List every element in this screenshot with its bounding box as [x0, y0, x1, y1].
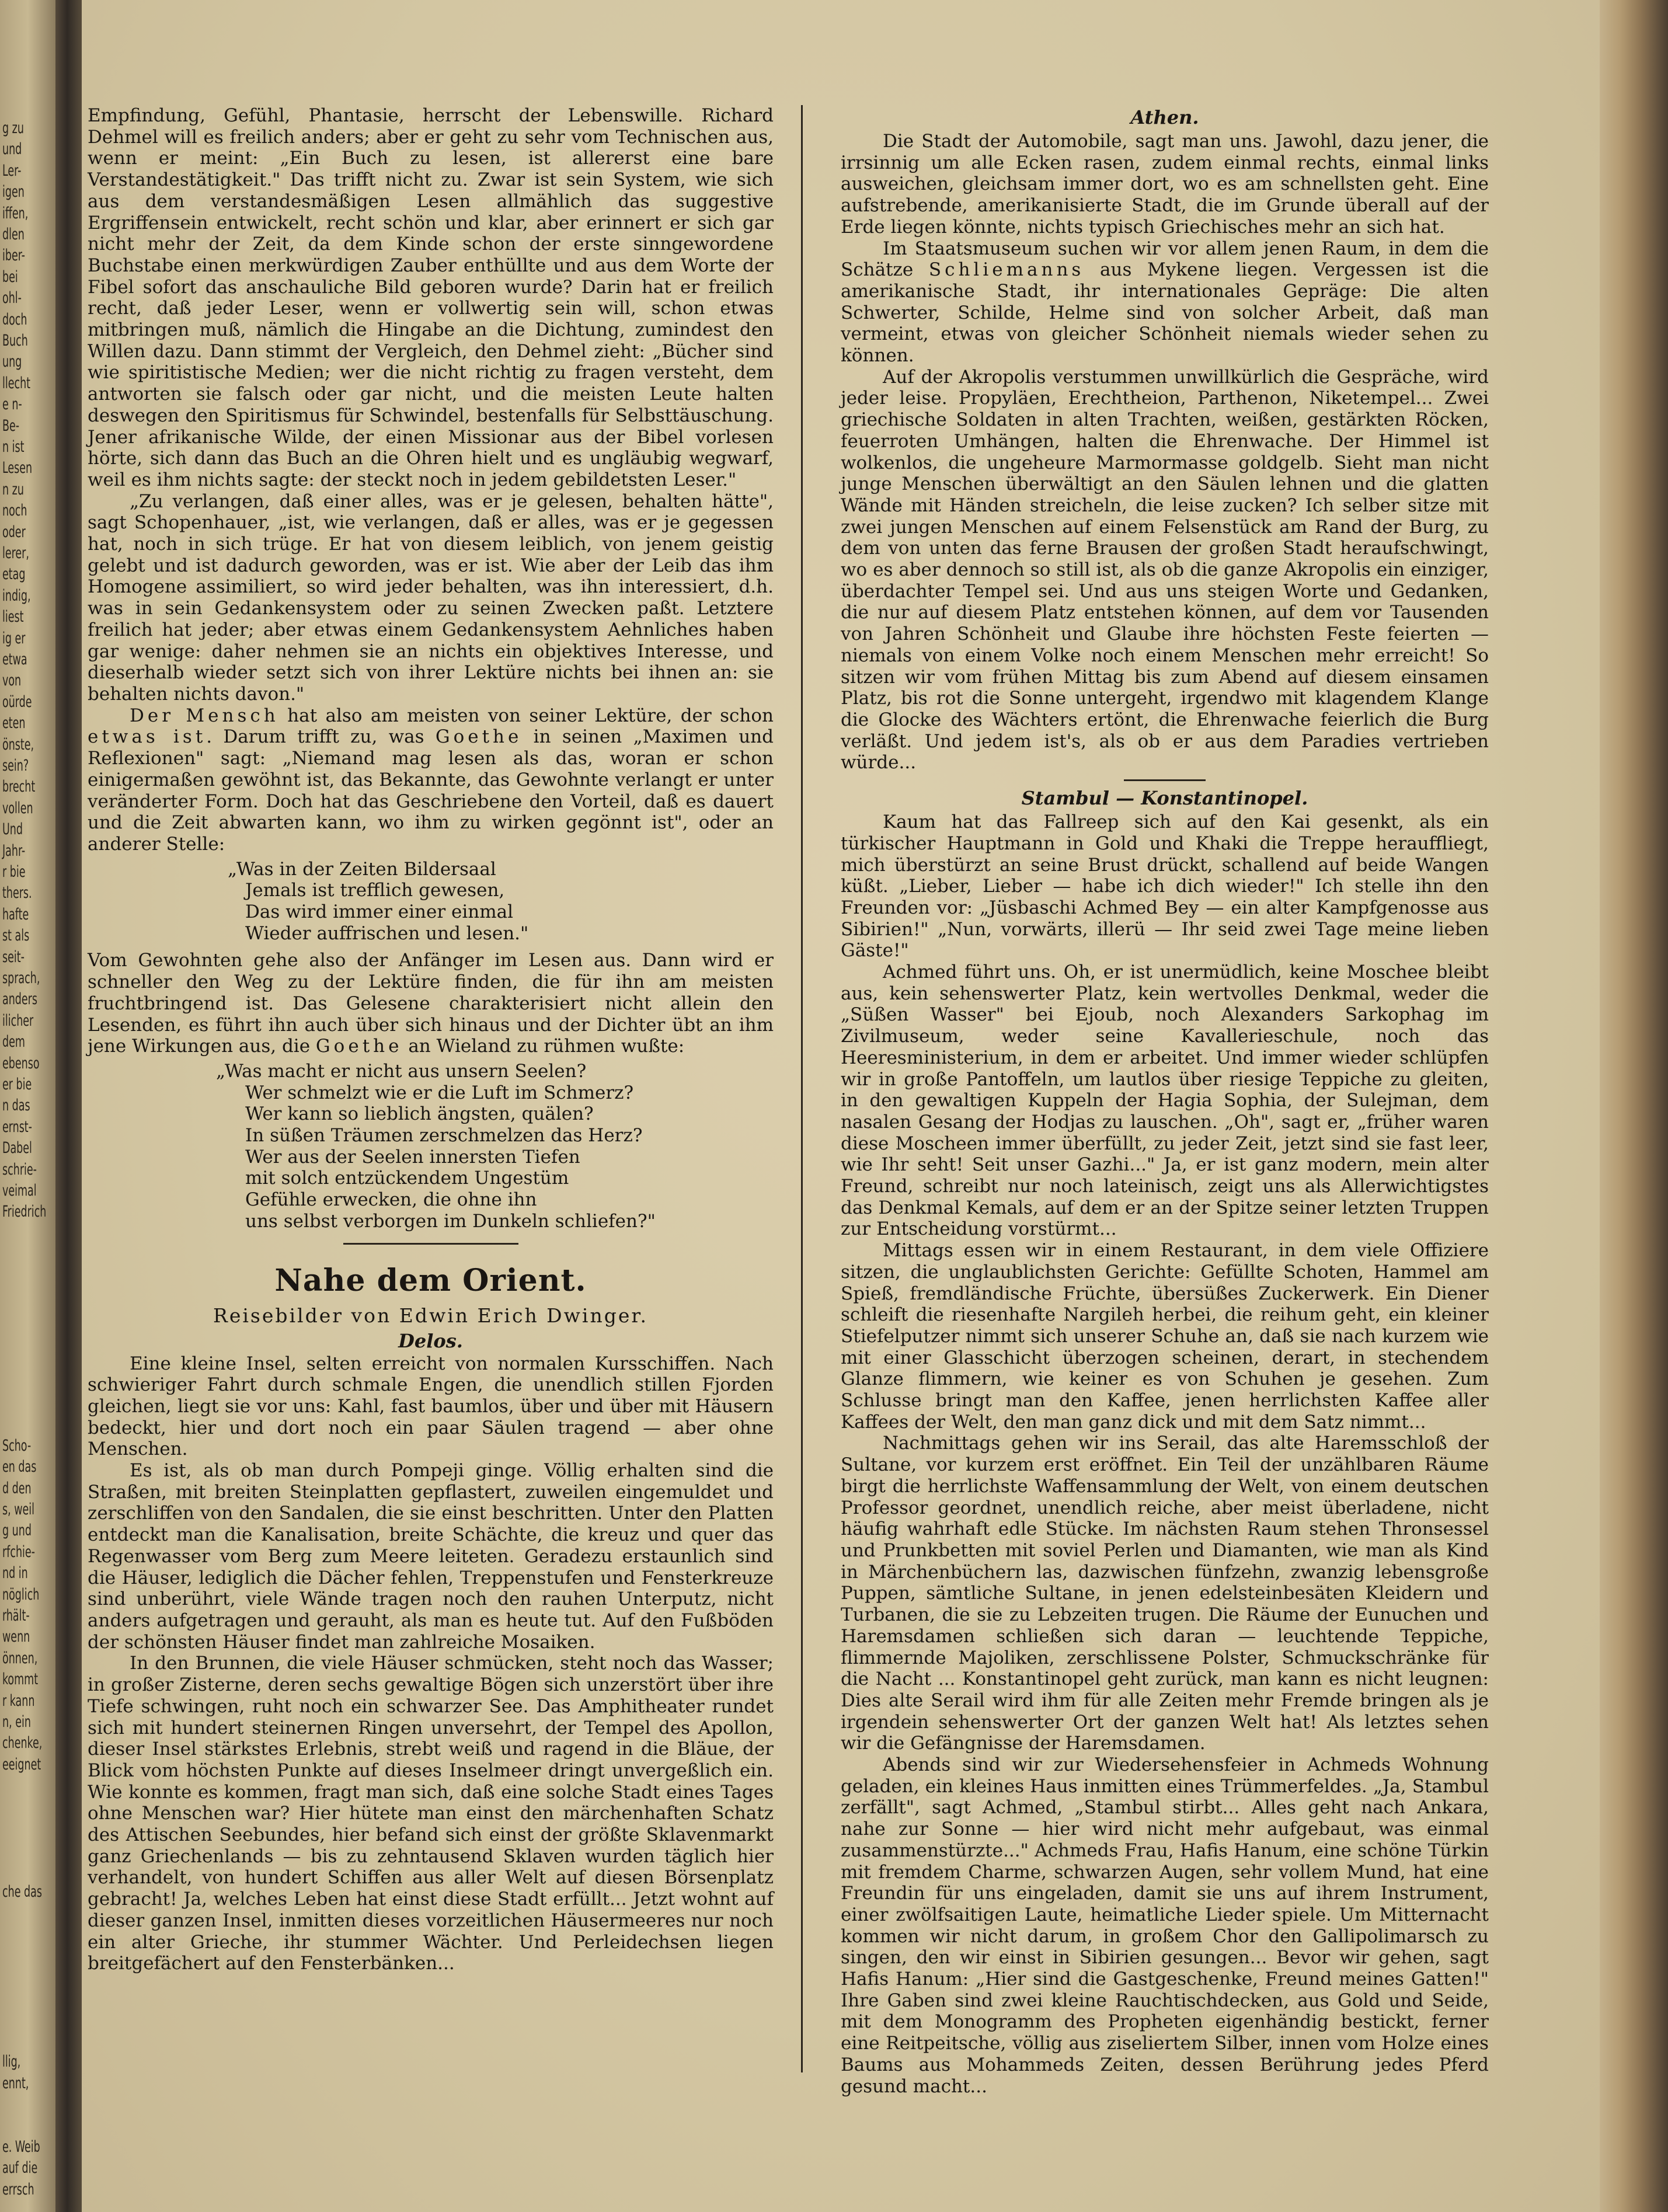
margin-fragment: veimal	[2, 1182, 37, 1200]
poem-line: Gefühle erwecken, die ohne ihn	[245, 1189, 537, 1211]
margin-fragment: er bie	[2, 1075, 32, 1093]
margin-fragment: eten	[2, 714, 26, 733]
margin-fragment: n, ein	[2, 1713, 31, 1731]
margin-fragment: chenke,	[2, 1734, 43, 1753]
margin-fragment: e. Weib	[2, 2138, 40, 2156]
margin-fragment: liest	[2, 608, 24, 626]
article-subtitle: Reisebilder von Edwin Erich Dwinger.	[213, 1304, 648, 1327]
margin-fragment: Und	[2, 820, 23, 839]
margin-fragment: kommt	[2, 1670, 39, 1689]
margin-fragment: iber-	[2, 246, 25, 265]
margin-fragment: Ler-	[2, 161, 22, 180]
margin-fragment: Be-	[2, 416, 20, 435]
margin-fragment: Buch	[2, 332, 28, 350]
spaced-name: Schliemanns	[928, 259, 1085, 281]
margin-fragment: indig,	[2, 586, 31, 605]
poem-line: Das wird immer einer einmal	[245, 901, 514, 923]
spaced-name: Goethe	[435, 726, 523, 748]
athen-paragraph-3: Auf der Akropolis verstummen unwillkürlich die Gespräche, wird jeder leise. Propyläen, Erechtheion, Parthenon, Niketempel... Zwei griechische Soldaten in alten Trachten, weißen, gestärkten Röcken, feuerroten Umhängen, halten die Ehrenwache. Der Himmel ist wolkenlos, die ungeheure Marmormasse goldgelb. Sieht man nicht junge Menschen überwältigt an den Säulen lehnen und die glatten Wände mit Händen streicheln, die leise zucken? Ich selber sitze mit zwei jungen Menschen auf einem Felsenstück am Rand der Burg, zu dem von unten das ferne Brausen der großen Stadt heraufschwingt, wo es aber dennoch so still ist, als ob die ganze Akropolis ein einziger, überdachter Tempel sei. Und aus uns steigen Worte und Gedanken, die nur auf diesem Platz entstehen können, auf dem vor Tausenden von Jahren Schönheit und Glaube ihre höchsten Feste feierten — niemals von einem Volke noch einem Menschen mehr erreicht! So sitzen wir vom frühen Mittag bis zum Abend auf diesem einsamen Platz, bis rot die Sonne untergeht, irgendwo mit klagendem Klange die Glocke des Wächters ertönt, die Ehrenwache feierlich die Burg verläßt. Und jedem ist's, als ob er aus dem Paradies vertrieben würde...	[841, 366, 1489, 774]
adjacent-page-strip	[0, 0, 55, 2212]
goethe-maximen-paragraph	[88, 705, 774, 855]
section-heading-stambul: Stambul — Konstantinopel.	[1021, 787, 1308, 810]
margin-fragment: nd in	[2, 1564, 28, 1583]
margin-fragment: von	[2, 671, 22, 690]
margin-fragment: Friedrich	[2, 1203, 47, 1221]
schopenhauer-paragraph: „Zu verlangen, daß einer alles, was er je gelesen, behalten hätte", sagt Schopenhauer, „ist, wie verlangen, daß er alles, was er je gegessen hat, noch in sich trüge. Er hat von diesem leiblich, von jenem geistig gelebt und ist dadurch geworden, was er ist. Wie aber der Leib das ihm Homogene assimiliert, so wird jeder behalten, was ihn interessiert, d.h. was in sein Gedankensystem oder zu seinen Zwecken paßt. Letztere freilich hat jeder; aber etwas einem Gedankensystem Aehnliches haben gar wenige: daher nehmen sie an nichts ein objektives Interesse, und dieserhalb wieder setzt sich von ihrer Lektüre nichts bei ihnen an: sie behalten nichts davon."	[88, 490, 774, 705]
right-column	[841, 105, 1489, 2097]
section-divider	[1124, 779, 1206, 781]
margin-fragment: vollen	[2, 799, 33, 817]
margin-fragment: anders	[2, 990, 37, 1009]
wieland-paragraph	[88, 950, 774, 1057]
margin-fragment: eeignet	[2, 1755, 41, 1774]
text-run: in seinen „Maximen und Reflexionen" sagt: „Niemand mag lesen als das, woran er schon einigermaßen gewöhnt ist, das Bekannte, das Gewohnte verlangt er unter veränderter Form. Doch hat das Geschriebene den Vorteil, daß es dauert und die Zeit abwarten kann, wo ihm zu wirken gegönnt ist", oder an anderer Stelle:	[88, 726, 774, 855]
margin-fragment: oürde	[2, 692, 32, 711]
poem-line: In süßen Träumen zerschmelzen das Herz?	[245, 1125, 643, 1147]
margin-fragment: Lesen	[2, 459, 33, 478]
dehmel-paragraph: Empfindung, Gefühl, Phantasie, herrscht der Lebenswille. Richard Dehmel will es freilich anders; aber er geht zu sehr vom Technischen aus, wenn er meint: „Ein Buch zu lesen, ist allererst eine bare Verstandestätigkeit." Das trifft nicht zu. Zwar ist sein System, wie sich aus dem verstandesmäßigen Lesen allmählich das suggestive Ergriffensein entwickelt, recht schön und klar, aber erinnert er sich gar nicht mehr der Zeit, da dem Kinde schon der erste sinngewordene Buchstabe einen merkwürdigen Zauber enthüllte und aus dem Worte der Fibel sofort das anschauliche Bild geboren wurde? Darin hat er freilich recht, daß jeder Leser, wenn er vollwertig sein will, schon etwas mitbringen muß, nämlich die Hingabe an die Dichtung, zumindest den Willen dazu. Dann stimmt der Vergleich, den Dehmel zieht: „Bücher sind wie spiritistische Medien; wer die nicht richtig zu fragen versteht, dem antworten sie falsch oder gar nicht, und die meisten Leute halten deswegen den Spiritismus für Schwindel, bestenfalls für Selbsttäuschung. Jener afrikanische Wilde, der einen Missionar aus der Bibel vorlesen hörte, sich dann das Buch an die Ohren hielt und es ungläubig wegwarf, weil es ihm nichts sagte: der steckt noch in jedem gebildetsten Leser."	[88, 105, 774, 490]
margin-fragment: auf die	[2, 2159, 38, 2178]
poem-line: Wer kann so lieblich ängsten, quälen?	[245, 1103, 594, 1125]
section-heading-athen: Athen.	[1130, 106, 1199, 128]
margin-fragment: s, weil	[2, 1500, 35, 1518]
poem-wieland	[88, 1061, 774, 1232]
poem-line: Wieder auffrischen und lesen."	[245, 922, 529, 944]
margin-fragment: Scho-	[2, 1436, 32, 1455]
margin-fragment: doch	[2, 310, 27, 329]
athen-paragraph-1: Die Stadt der Automobile, sagt man uns. Jawohl, dazu jener, die irrsinnig um alle Ecken rasen, zudem einmal rechts, einmal links ausweichen, gleichsam immer dort, wo es am schnellsten geht. Eine aufstrebende, amerikanisierte Stadt, die im Grunde überall auf der Erde liegen könnte, nichts typisch Griechisches mehr an sich hat.	[841, 131, 1489, 238]
spaced-phrase: etwas ist	[88, 726, 207, 748]
poem-line: Jemals ist trefflich gewesen,	[245, 880, 505, 901]
margin-fragment: schrie-	[2, 1160, 37, 1179]
margin-fragment: hafte	[2, 905, 29, 924]
margin-fragment: g und	[2, 1521, 32, 1540]
stambul-paragraph-3: Mittags essen wir in einem Restaurant, in dem viele Offiziere sitzen, die unglaublichsten Gerichte: Gefüllte Schoten, Hammel am Spieß, fremdländische Früchte, übersüßes Zuckerwerk. Ein Diener schleift die riesenhafte Nargileh herbei, die reihum geht, ein kleiner Stiefelputzer nimmt sich unserer Schuhe an, daß sie nach kurzem wie mit einer Glasschicht überzogen scheinen, derart, in stechendem Glanze flimmern, wie keiner es von Schuhen je gesehen. Zum Schlusse bringt man den Kaffee, jenen herrlichsten Kaffee aller Kaffees der Welt, den man ganz dick und mit dem Satz nimmt...	[841, 1240, 1489, 1433]
margin-fragment: g zu	[2, 119, 24, 137]
margin-fragment: igen	[2, 183, 25, 201]
margin-fragment: ebenso	[2, 1054, 40, 1072]
page-edge-stack	[1600, 0, 1668, 2212]
margin-fragment: en das	[2, 1458, 37, 1476]
margin-fragment: sprach,	[2, 969, 40, 987]
margin-fragment: ig er	[2, 629, 26, 647]
athen-paragraph-2	[841, 238, 1489, 367]
margin-fragment: Dabel	[2, 1139, 32, 1158]
stambul-paragraph-2: Achmed führt uns. Oh, er ist unermüdlich, keine Moschee bleibt aus, kein sehenswerter Platz, kein wertvolles Denkmal, weder die „Süßen Wasser" bei Ejoub, noch Alexanders Sarkophag im Zivilmuseum, weder seine Kavallerieschule, noch das Heeresministerium, in dem er arbeitet. Und immer wieder schlüpfen wir in große Pantoffeln, um lautlos über riesige Teppiche zu gleiten, in den gewaltigen Kuppeln der Hagia Sophia, der Sulejman, dem nasalen Gesang der Hodjas zu lauschen. „Oh", sagt er, „früher waren diese Moscheen immer überfüllt, zu jeder Zeit, jetzt sind sie fast leer, wie Ihr seht! Seit unser Gazhi..." Ja, er ist ganz modern, mein alter Freund, schreibt nur noch lateinisch, zeigt uns als Allerwichtigstes das Denkmal Kemals, auf dem er an der Spitze seiner letzten Truppen zur Entscheidung vorstürmt...	[841, 962, 1489, 1240]
margin-fragment: rhält-	[2, 1607, 30, 1625]
margin-fragment: n ist	[2, 438, 25, 456]
margin-fragment: Jahr-	[2, 841, 26, 860]
margin-fragment: ilicher	[2, 1011, 34, 1030]
margin-fragment: ohl-	[2, 289, 22, 308]
spaced-phrase: Der Mensch	[130, 705, 279, 726]
book-gutter	[55, 0, 85, 2212]
poem-line: Wer aus der Seelen innersten Tiefen	[245, 1146, 580, 1168]
margin-fragment: brecht	[2, 778, 36, 796]
margin-fragment: oder	[2, 522, 26, 541]
margin-fragment: wenn	[2, 1628, 30, 1646]
margin-fragment: e n-	[2, 395, 22, 414]
left-column	[88, 105, 774, 1974]
margin-fragment: r bie	[2, 863, 26, 881]
margin-fragment: etag	[2, 565, 26, 584]
delos-paragraph-1: Eine kleine Insel, selten erreicht von normalen Kursschiffen. Nach schwieriger Fahrt durch schmale Engen, die unendlich stillen Fjorden gleichen, liegt sie vor uns: Kahl, fast baumlos, über und über mit Häusern bedeckt, hier und dort noch ein paar Säulen tragend — aber ohne Menschen.	[88, 1353, 774, 1460]
margin-fragment: rfchie-	[2, 1542, 35, 1561]
text-run: hat also am meisten von seiner Lektüre, der schon	[278, 705, 774, 726]
stambul-paragraph-5: Abends sind wir zur Wiedersehensfeier in Achmeds Wohnung geladen, ein kleines Haus inmitten eines Trümmerfeldes. „Ja, Stambul zerfällt", sagt Achmed, „Stambul stirbt... Alles geht nach Ankara, nahe zur Sonne — hier wird nicht mehr aufgebaut, was einmal zusammenstürzte..." Achmeds Frau, Hafis Hanum, eine schöne Türkin mit fremdem Charme, schwarzen Augen, sehr vollem Mund, hat eine Freundin für uns eingeladen, damit sie uns auf ihrem Instrument, einer zwölfsaitigen Laute, heimatliche Lieder spiele. Um Mitternacht kommen wir nicht darum, in großem Chor den Gallipolimarsch zu singen, den wir einst in Sibirien gesungen... Bevor wir gehen, sagt Hafis Hanum: „Hier sind die Gastgeschenke, Freund meines Gatten!" Ihre Gaben sind zwei kleine Rauchtischdecken, aus Gold und Seide, mit dem Monogramm des Propheten eigenhändig bestickt, ferner eine Reitpeitsche, völlig aus ziseliertem Silber, innen vom Holze eines Baums aus Mohammeds Zeiten, dessen Berührung jedes Pferd gesund macht...	[841, 1754, 1489, 2097]
margin-fragment: bei	[2, 267, 18, 286]
margin-fragment: che das	[2, 1883, 42, 1901]
margin-fragment: nöglich	[2, 1585, 40, 1604]
margin-fragment: n das	[2, 1096, 30, 1115]
spaced-name: Goethe	[315, 1036, 403, 1057]
margin-fragment: r kann	[2, 1691, 35, 1710]
margin-fragment: noch	[2, 501, 27, 520]
margin-fragment: d den	[2, 1479, 32, 1497]
margin-fragment: lerer,	[2, 544, 29, 562]
poem-line: Wer schmelzt wie er die Luft im Schmerz?	[245, 1082, 634, 1103]
margin-fragment: önnen,	[2, 1649, 38, 1667]
text-run: . Darum trifft zu, was	[206, 726, 436, 748]
margin-fragment: iffen,	[2, 204, 29, 222]
margin-fragment: und	[2, 140, 22, 159]
margin-fragment: etwa	[2, 650, 27, 668]
poem-line: uns selbst verborgen im Dunkeln schliefen?"	[245, 1210, 656, 1232]
delos-paragraph-3: In den Brunnen, die viele Häuser schmücken, steht noch das Wasser; in großer Zisterne, deren sechs gewaltige Bögen sich unzerstört über ihre Tiefe schwingen, ruht noch ein schwarzer See. Das Amphitheater rundet sich mit hundert steinernen Ringen unversehrt, der Tempel des Apollon, dieser Insel stärkstes Erlebnis, strebt weiß und ragend in die Bläue, der Blick vom höchsten Punkte auf dieses Inselmeer dringt unvergeßlich ein. Wie konnte es kommen, fragt man sich, daß eine solche Stadt eines Tages ohne Menschen war? Hier hütete man einst den märchenhaften Schatz des Attischen Seebundes, hier befand sich einst der größte Sklavenmarkt ganz Griechenlands — bis zu zehntausend Sklaven wurden täglich hier verhandelt, von hundert Schiffen aus aller Welt auf diesen Börsenplatz gebracht! Ja, welches Leben hat einst diese Stadt erfüllt... Jetzt wohnt auf dieser ganzen Insel, inmitten dieses vorzeitlichen Häusermeeres nur noch ein alter Grieche, ihr stummer Wächter. Und Perleidechsen liegen breitgefächert auf den Fensterbänken...	[88, 1653, 774, 1974]
margin-fragment: seit-	[2, 947, 25, 966]
margin-fragment: sein?	[2, 757, 29, 775]
text-run: Im Staatsmuseum suchen wir vor allem jenen Raum, in dem die Schätze	[841, 238, 1489, 281]
margin-fragment: llecht	[2, 374, 31, 392]
margin-fragment: dlen	[2, 225, 25, 243]
poem-line: mit solch entzückendem Ungestüm	[245, 1168, 569, 1189]
poem-line: „Was macht er nicht aus unsern Seelen?	[216, 1060, 587, 1082]
margin-fragment: st als	[2, 926, 30, 945]
stambul-paragraph-1: Kaum hat das Fallreep sich auf den Kai gesenkt, als ein türkischer Hauptmann in Gold und Khaki die Treppe herauffliegt, mich überstürzt an seine Brust drückt, schallend auf beide Wangen küßt. „Lieber, Lieber — habe ich dich wieder!" Ich stelle ihn den Freunden vor: „Jüsbaschi Achmed Bey — ein alter Kampfgenosse aus Sibirien!" „Nun, vorwärts, illerü — Ihr seid zwei Tage meine lieben Gäste!"	[841, 811, 1489, 962]
stambul-paragraph-4: Nachmittags gehen wir ins Serail, das alte Haremsschloß der Sultane, vor kurzem erst eröffnet. Ein Teil der unzählbaren Räume birgt die herrlichste Waffensammlung der Welt, von einem deutschen Professor geordnet, unendlich reiche, aber meist überladene, nicht häufig wahrhaft edle Stücke. Im nächsten Raum stehen Thronsessel und Prunkbetten mit soviel Perlen und Diamanten, wie man als Kind in Märchenbüchern las, dazwischen fünfzehn, zwanzig lebensgroße Puppen, sämtliche Sultane, in jenen edelsteinbesäten Kleidern und Turbanen, die sie zu Lebzeiten trugen. Die Räume der Eunuchen und Haremsdamen schließen sich daran — leuchtende Teppiche, flimmernde Majoliken, zerschlissene Polster, Schmuckschränke für die Nacht ... Konstantinopel geht zurück, man kann es nicht leugnen: Dies alte Serail wird ihm für alle Zeiten mehr Fremde bringen als je irgendein sehenswerter Ort der ganzen Welt hat! Als letztes sehen wir die Gefängnisse der Haremsdamen.	[841, 1433, 1489, 1754]
poem-bildersaal	[88, 859, 774, 945]
section-divider	[343, 1243, 518, 1245]
margin-fragment: dem	[2, 1033, 25, 1051]
text-run: Vom Gewohnten gehe also der Anfänger im Lesen aus. Dann wird er schneller den Weg zu der Lektüre finden, die für ihn am meisten fruchtbringend ist. Das Gelesene charakterisiert nicht allein den Lesenden, es führt ihn auch über sich hinaus und der Dichter übt an ihm jene Wirkungen aus, die	[88, 950, 774, 1057]
margin-fragment: ernst-	[2, 1117, 32, 1136]
text-run: an Wieland zu rühmen wußte:	[402, 1036, 685, 1057]
margin-fragment: önste,	[2, 735, 34, 754]
margin-fragment: errsch	[2, 2180, 34, 2199]
margin-fragment: n zu	[2, 480, 24, 499]
section-heading-delos: Delos.	[398, 1329, 463, 1352]
margin-fragment: ung	[2, 353, 22, 371]
margin-fragment: llig,	[2, 2053, 21, 2071]
delos-paragraph-2: Es ist, als ob man durch Pompeji ginge. Völlig erhalten sind die Straßen, mit breiten Steinplatten gepflastert, zuweilen eingemuldet und zerschliffen von den Sandalen, die sie einst beschritten. Unter den Platten entdeckt man die Kanalisation, breite Schächte, die kreuz und quer das Regenwasser vom Berg zum Meere leiteten. Geradezu erstaunlich sind die Häuser, lediglich die Dächer fehlen, Treppenstufen und Fensterkreuze sind unberührt, viele Wände tragen noch den rauhen Unterputz, nicht anders aufgetragen und gerauht, als man es heute tut. Auf den Fußböden der schönsten Häuser findet man zahlreiche Mosaiken.	[88, 1460, 774, 1653]
margin-fragment: ennt,	[2, 2074, 29, 2092]
column-rule	[801, 105, 803, 2072]
poem-line: „Was in der Zeiten Bildersaal	[228, 858, 496, 880]
margin-fragment: thers.	[2, 884, 32, 903]
article-title: Nahe dem Orient.	[274, 1262, 587, 1298]
text-run: aus Mykene liegen. Vergessen ist die amerikanische Stadt, ihr internationales Gepräge: Die alten Schwerter, Schilde, Helme sind von solcher Arbeit, daß man vermeint, etwas von gleicher Schönheit niemals wieder sehen zu können.	[841, 259, 1489, 367]
